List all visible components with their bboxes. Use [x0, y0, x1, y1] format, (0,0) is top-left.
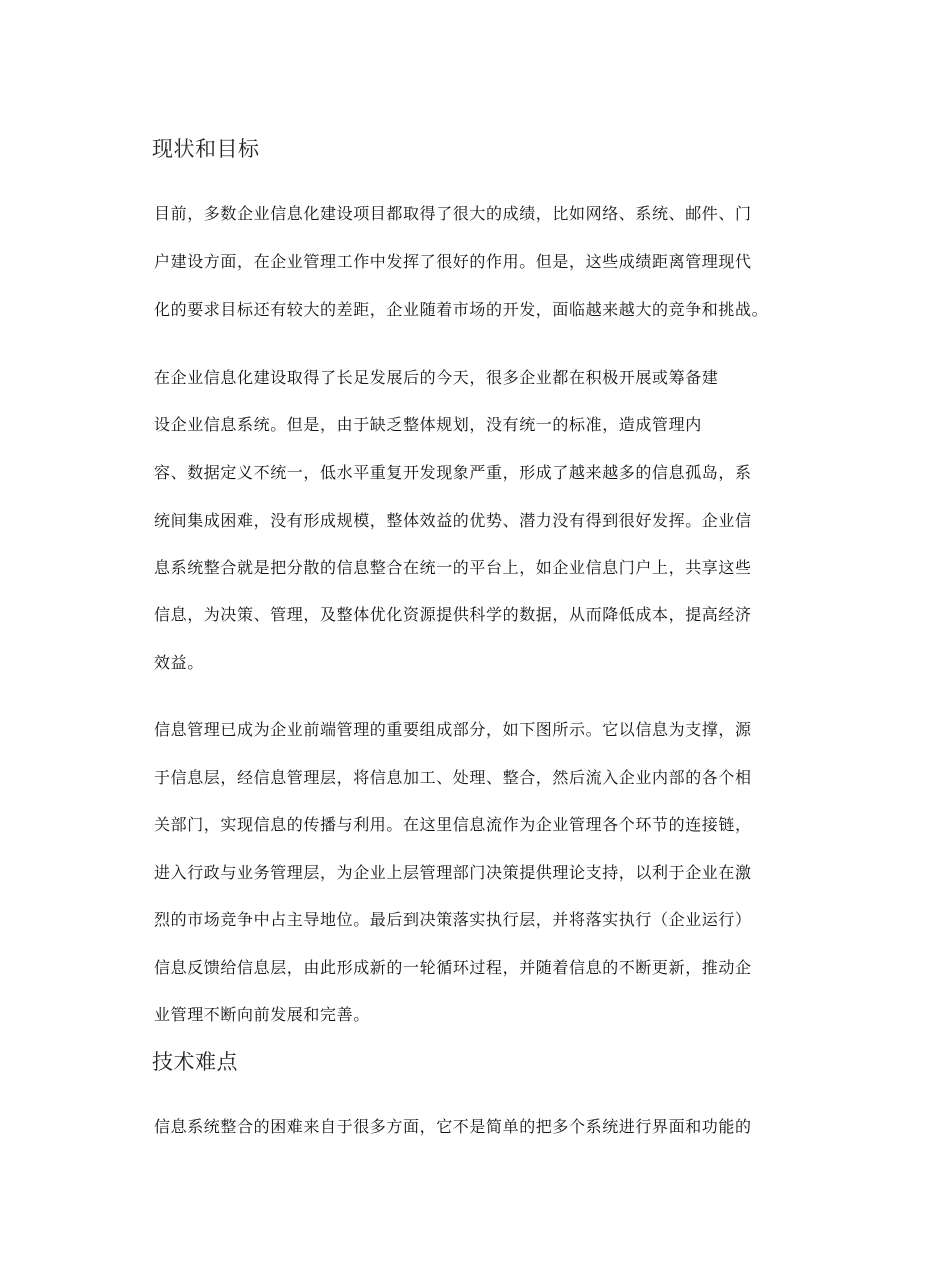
paragraph-line: 目前，多数企业信息化建设项目都取得了很大的成绩，比如网络、系统、邮件、门 [154, 204, 752, 223]
paragraph-line: 烈的市场竞争中占主导地位。最后到决策落实执行层，并将落实执行（企业运行） [154, 910, 752, 929]
paragraph-line: 化的要求目标还有较大的差距，企业随着市场的开发，面临越来越大的竞争和挑战。 [154, 300, 769, 319]
paragraph-line: 统间集成困难，没有形成规模，整体效益的优势、潜力没有得到很好发挥。企业信 [154, 511, 752, 530]
paragraph-line: 息系统整合就是把分散的信息整合在统一的平台上，如企业信息门户上，共享这些 [154, 558, 752, 577]
paragraph-line: 业管理不断向前发展和完善。 [154, 1005, 370, 1024]
paragraph-line: 信息系统整合的困难来自于很多方面，它不是简单的把多个系统进行界面和功能的 [154, 1117, 752, 1136]
paragraph-line: 户建设方面，在企业管理工作中发挥了很好的作用。但是，这些成绩距离管理现代 [154, 252, 752, 271]
paragraph-line: 效益。 [154, 653, 204, 672]
paragraph-line: 信息，为决策、管理，及整体优化资源提供科学的数据，从而降低成本，提高经济 [154, 605, 752, 624]
paragraph-line: 容、数据定义不统一，低水平重复开发现象严重，形成了越来越多的信息孤岛，系 [154, 463, 752, 482]
paragraph-line: 信息反馈给信息层，由此形成新的一轮循环过程，并随着信息的不断更新，推动企 [154, 958, 752, 977]
section-heading-status-and-goals: 现状和目标 [152, 137, 260, 161]
paragraph-line: 进入行政与业务管理层，为企业上层管理部门决策提供理论支持，以利于企业在激 [154, 863, 752, 882]
paragraph-line: 在企业信息化建设取得了长足发展后的今天，很多企业都在积极开展或筹备建 [154, 368, 719, 387]
paragraph-line: 关部门，实现信息的传播与利用。在这里信息流作为企业管理各个环节的连接链， [154, 815, 752, 834]
paragraph-line: 信息管理已成为企业前端管理的重要组成部分，如下图所示。它以信息为支撑，源 [154, 720, 752, 739]
paragraph-line: 设企业信息系统。但是，由于缺乏整体规划，没有统一的标准，造成管理内 [154, 415, 702, 434]
paragraph-line: 于信息层，经信息管理层，将信息加工、处理、整合，然后流入企业内部的各个相 [154, 768, 752, 787]
section-heading-technical-difficulties: 技术难点 [152, 1050, 238, 1074]
